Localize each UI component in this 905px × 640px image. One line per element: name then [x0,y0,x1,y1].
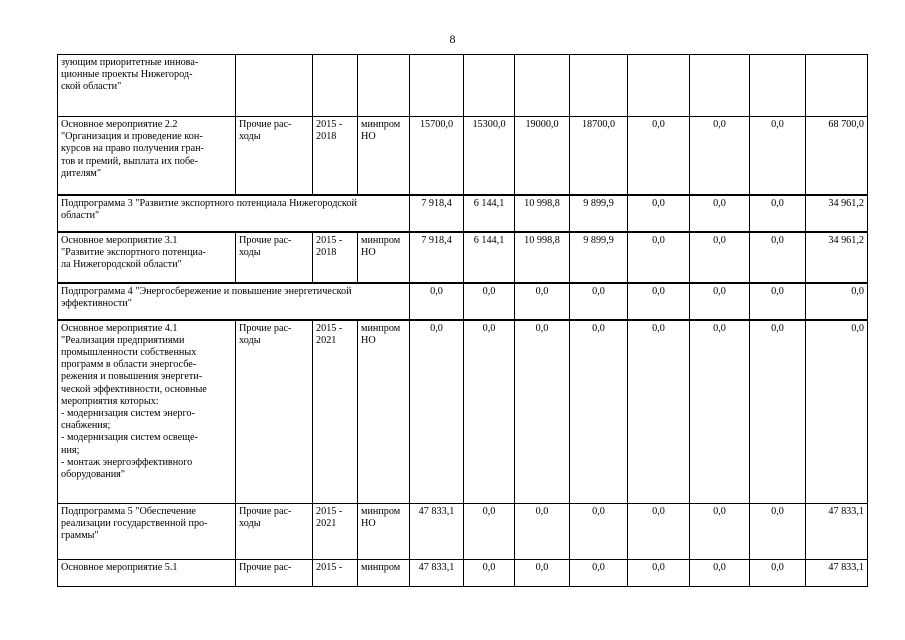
measure-name-cell-line: Основное мероприятие 5.1 [61,562,178,573]
measure-name-cell-line: оборудования" [61,468,126,480]
funding-value-cell: 0,0 [628,117,690,195]
total-value-cell: 34 961,2 [806,195,868,232]
funding-value-cell: 9 899,9 [570,232,628,283]
measure-name-cell-line: - модернизация систем освеще- [61,432,198,444]
funding-value-cell: 0,0 [628,195,690,232]
funding-value-cell: 0,0 [750,195,806,232]
funding-value-cell: 0,0 [464,504,515,560]
funding-value-cell [570,55,628,117]
period-cell [313,232,358,283]
funding-value-cell: 0,0 [628,504,690,560]
funding-value-cell: 0,0 [750,504,806,560]
period-cell-line: 2015 - [316,562,343,573]
period-cell [313,117,358,195]
funding-value-cell: 0,0 [628,320,690,504]
measure-name-cell-line: Основное мероприятие 3.1 [61,234,178,246]
total-value-cell: 47 833,1 [806,504,868,560]
measure-name-cell-line: курсов на право получения гран- [61,143,204,155]
measure-name-cell-line: Подпрограмма 5 "Обеспечение [61,506,196,517]
funding-value-cell: 0,0 [690,195,750,232]
measure-name-cell-line: "Развитие экспортного потенциа- [61,246,206,258]
funding-value-cell: 47 833,1 [410,504,464,560]
measure-name-cell [58,320,236,504]
budget-table [57,54,868,587]
funding-value-cell: 0,0 [515,283,570,320]
measure-name-cell-line: граммы" [61,530,99,542]
funding-value-cell: 0,0 [570,560,628,587]
expense-type-cell-line: Прочие рас- [239,119,292,130]
subprogram-name-cell [58,283,410,320]
funding-value-cell: 15300,0 [464,117,515,195]
table-row [58,504,868,560]
total-value-cell: 0,0 [806,320,868,504]
measure-name-cell-line: программ в области энергосбе- [61,359,197,371]
funding-value-cell [628,55,690,117]
expense-type-cell-line: ходы [239,334,261,346]
expense-type-cell-line: ходы [239,131,261,143]
measure-name-cell-line: "Реализация предприятиями [61,334,185,346]
funding-value-cell: 0,0 [515,504,570,560]
period-cell-line: 2015 - [316,322,343,334]
period-cell-line: 2015 - [316,119,343,130]
measure-name-cell-line: реализации государственной про- [61,518,208,530]
period-cell [313,55,358,117]
subprogram-name-cell [58,195,410,232]
funding-value-cell [690,55,750,117]
funding-value-cell: 7 918,4 [410,195,464,232]
funding-value-cell: 0,0 [690,320,750,504]
measure-name-cell-line: ской области" [61,81,122,93]
expense-type-cell-line: Прочие рас- [239,322,292,334]
funding-value-cell: 19000,0 [515,117,570,195]
total-value-cell: 0,0 [806,283,868,320]
total-value-cell: 34 961,2 [806,232,868,283]
expense-type-cell [236,232,313,283]
funding-value-cell: 10 998,8 [515,195,570,232]
measure-name-cell-line: зующим приоритетные иннова- [61,57,199,68]
executor-cell-line: НО [361,518,376,530]
funding-value-cell: 0,0 [570,504,628,560]
executor-cell-line: НО [361,334,376,346]
measure-name-cell-line: промышленности собственных [61,346,197,358]
executor-cell-line: минпром [361,562,401,573]
funding-value-cell: 0,0 [464,320,515,504]
funding-value-cell: 0,0 [690,232,750,283]
table-row [58,283,868,320]
expense-type-cell [236,117,313,195]
funding-value-cell: 7 918,4 [410,232,464,283]
funding-value-cell: 18700,0 [570,117,628,195]
measure-name-cell-line: - монтаж энергоэффективного [61,456,193,468]
funding-value-cell: 0,0 [750,232,806,283]
expense-type-cell [236,560,313,587]
funding-value-cell: 0,0 [410,283,464,320]
executor-cell-line: минпром [361,119,401,130]
executor-cell-line: НО [361,131,376,143]
period-cell [313,504,358,560]
funding-value-cell: 0,0 [515,560,570,587]
executor-cell-line: минпром [361,322,401,334]
expense-type-cell [236,320,313,504]
funding-value-cell: 0,0 [570,320,628,504]
measure-name-cell-line: тов и премий, выплата их побе- [61,155,198,167]
executor-cell [358,320,410,504]
period-cell-line: 2018 [316,131,337,143]
funding-value-cell: 0,0 [628,232,690,283]
period-cell [313,320,358,504]
measure-name-cell-line: мероприятия которых: [61,395,159,407]
executor-cell-line: НО [361,246,376,258]
measure-name-cell-line: ла Нижегородской области" [61,258,182,270]
table-row [58,560,868,587]
table-row [58,55,868,117]
subprogram-name-cell-line: Подпрограмма 4 "Энергосбережение и повышение энергетической [61,285,352,297]
expense-type-cell-line: Прочие рас- [239,562,292,573]
executor-cell [358,504,410,560]
funding-value-cell: 0,0 [410,320,464,504]
funding-value-cell: 0,0 [750,283,806,320]
measure-name-cell-line: режения и повышения энергети- [61,371,203,383]
measure-name-cell [58,117,236,195]
table-row [58,195,868,232]
subprogram-name-cell-line: эффективности" [61,297,132,309]
table-row [58,117,868,195]
executor-cell-line: минпром [361,234,401,246]
total-value-cell: 47 833,1 [806,560,868,587]
funding-value-cell: 0,0 [690,504,750,560]
funding-value-cell: 0,0 [570,283,628,320]
period-cell-line: 2015 - [316,506,343,517]
executor-cell [358,232,410,283]
period-cell-line: 2018 [316,246,337,258]
expense-type-cell [236,55,313,117]
measure-name-cell-line: ческой эффективности, основные [61,383,207,395]
funding-value-cell [750,55,806,117]
funding-value-cell: 0,0 [464,283,515,320]
funding-value-cell: 6 144,1 [464,232,515,283]
measure-name-cell-line: снабжения; [61,420,111,432]
funding-value-cell: 0,0 [515,320,570,504]
funding-value-cell: 0,0 [750,560,806,587]
executor-cell [358,560,410,587]
funding-value-cell: 0,0 [750,320,806,504]
measure-name-cell [58,560,236,587]
funding-value-cell: 6 144,1 [464,195,515,232]
subprogram-name-cell-line: области" [61,209,100,221]
funding-value-cell [464,55,515,117]
funding-value-cell: 0,0 [628,283,690,320]
period-cell [313,560,358,587]
measure-name-cell-line: ционные проекты Нижегород- [61,69,193,81]
funding-value-cell: 10 998,8 [515,232,570,283]
expense-type-cell-line: Прочие рас- [239,506,292,517]
page-number: 8 [449,32,456,46]
funding-value-cell: 0,0 [690,117,750,195]
measure-name-cell-line: Основное мероприятие 4.1 [61,322,178,334]
funding-value-cell: 0,0 [750,117,806,195]
funding-value-cell: 47 833,1 [410,560,464,587]
table-row [58,320,868,504]
total-value-cell: 68 700,0 [806,117,868,195]
period-cell-line: 2021 [316,518,337,530]
funding-value-cell: 15700,0 [410,117,464,195]
measure-name-cell-line: ния; [61,444,80,456]
funding-value-cell: 0,0 [690,560,750,587]
table-body [58,55,868,587]
subprogram-name-cell-line: Подпрограмма 3 "Развитие экспортного потенциала Нижегородской [61,197,357,209]
measure-name-cell-line: "Организация и проведение кон- [61,131,203,143]
measure-name-cell-line: - модернизация систем энерго- [61,407,195,419]
executor-cell [358,55,410,117]
measure-name-cell [58,504,236,560]
total-value-cell [806,55,868,117]
funding-value-cell: 9 899,9 [570,195,628,232]
measure-name-cell-line: Основное мероприятие 2.2 [61,119,178,130]
funding-value-cell: 0,0 [464,560,515,587]
expense-type-cell [236,504,313,560]
period-cell-line: 2015 - [316,234,343,246]
period-cell-line: 2021 [316,334,337,346]
expense-type-cell-line: ходы [239,518,261,530]
measure-name-cell [58,232,236,283]
funding-value-cell: 0,0 [690,283,750,320]
table-row [58,232,868,283]
measure-name-cell-line: дителям" [61,167,101,179]
expense-type-cell-line: Прочие рас- [239,234,292,246]
measure-name-cell [58,55,236,117]
executor-cell [358,117,410,195]
funding-value-cell [410,55,464,117]
funding-value-cell [515,55,570,117]
funding-value-cell: 0,0 [628,560,690,587]
expense-type-cell-line: ходы [239,246,261,258]
executor-cell-line: минпром [361,506,401,517]
